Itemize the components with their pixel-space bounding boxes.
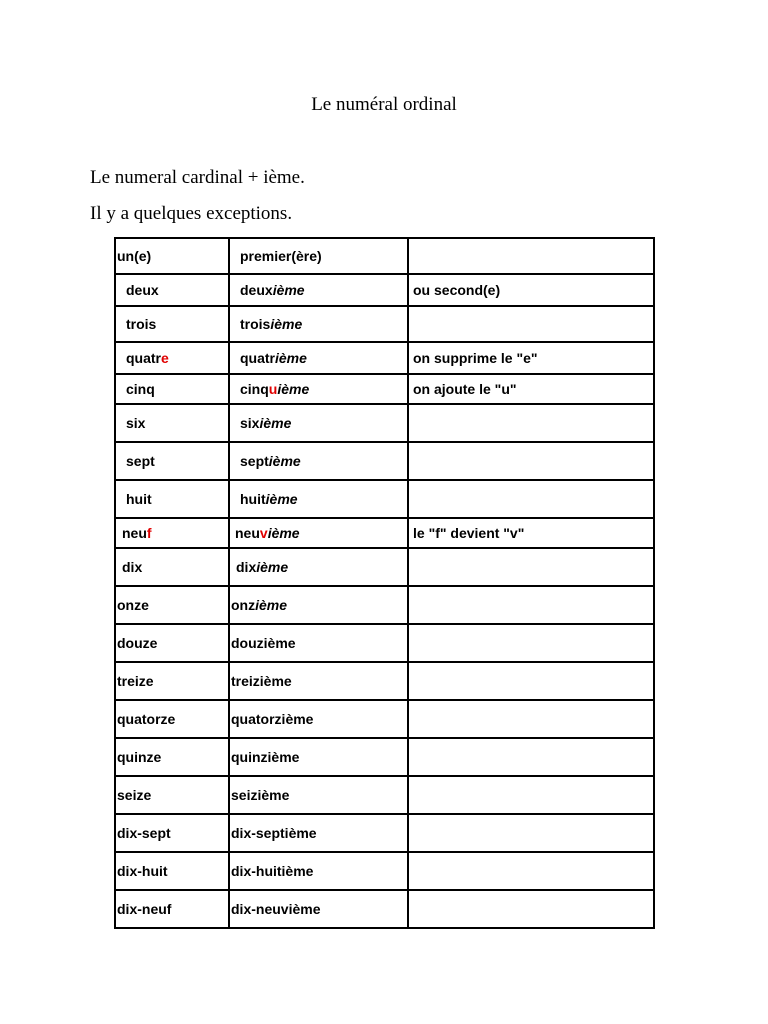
ordinal-cell bbox=[229, 586, 408, 624]
cardinal-text: trois bbox=[126, 316, 157, 332]
ordinal-cell bbox=[229, 442, 408, 480]
ordinal-suffix: ième bbox=[256, 559, 289, 575]
cardinal-text: quinze bbox=[117, 749, 162, 765]
table-row bbox=[115, 852, 654, 890]
table-row bbox=[115, 342, 654, 374]
ordinal-suffix: ième bbox=[272, 282, 305, 298]
cardinal-text: deux bbox=[126, 282, 159, 298]
intro-line-1: Le numeral cardinal + ième. bbox=[90, 167, 305, 188]
cardinal-cell bbox=[115, 814, 229, 852]
note-cell bbox=[408, 306, 654, 342]
ordinal-stem: sept bbox=[240, 453, 269, 469]
cardinal-text: dix-sept bbox=[117, 825, 171, 841]
table-row bbox=[115, 238, 654, 274]
ordinal-suffix: ième bbox=[277, 381, 310, 397]
cardinal-text: onze bbox=[117, 597, 149, 613]
note-cell bbox=[408, 404, 654, 442]
cardinal-cell bbox=[115, 624, 229, 662]
note-cell bbox=[408, 274, 654, 306]
note-text: ou second(e) bbox=[413, 282, 501, 298]
table-row bbox=[115, 738, 654, 776]
ordinal-text: quinzième bbox=[231, 749, 300, 765]
note-cell bbox=[408, 238, 654, 274]
table-row bbox=[115, 624, 654, 662]
ordinal-cell bbox=[229, 548, 408, 586]
table-row bbox=[115, 374, 654, 404]
table-row bbox=[115, 480, 654, 518]
ordinal-cell bbox=[229, 518, 408, 548]
note-cell bbox=[408, 776, 654, 814]
note-cell bbox=[408, 700, 654, 738]
page-title: Le numéral ordinal bbox=[311, 94, 457, 115]
ordinal-table bbox=[114, 237, 655, 929]
ordinal-suffix: ième bbox=[255, 597, 288, 613]
ordinal-stem: cinq bbox=[240, 381, 269, 397]
cardinal-cell bbox=[115, 306, 229, 342]
ordinal-cell bbox=[229, 374, 408, 404]
cardinal-mark: f bbox=[146, 525, 152, 541]
note-cell bbox=[408, 442, 654, 480]
table-row bbox=[115, 518, 654, 548]
cardinal-cell bbox=[115, 890, 229, 928]
table-row bbox=[115, 586, 654, 624]
ordinal-text: dix-huitième bbox=[231, 863, 314, 879]
cardinal-cell bbox=[115, 776, 229, 814]
cardinal-cell bbox=[115, 518, 229, 548]
ordinal-cell bbox=[229, 738, 408, 776]
ordinal-cell bbox=[229, 700, 408, 738]
note-cell bbox=[408, 548, 654, 586]
cardinal-cell bbox=[115, 274, 229, 306]
cardinal-cell bbox=[115, 342, 229, 374]
ordinal-text: premier(ère) bbox=[240, 248, 322, 264]
ordinal-stem: onz bbox=[231, 597, 256, 613]
cardinal-text: dix-neuf bbox=[117, 901, 172, 917]
table-row bbox=[115, 662, 654, 700]
table-row bbox=[115, 442, 654, 480]
ordinal-text: seizième bbox=[231, 787, 290, 803]
cardinal-text: dix bbox=[122, 559, 143, 575]
ordinal-text: dix-neuvième bbox=[231, 901, 321, 917]
ordinal-suffix: ième bbox=[267, 525, 300, 541]
note-cell bbox=[408, 342, 654, 374]
cardinal-cell bbox=[115, 738, 229, 776]
ordinal-cell bbox=[229, 274, 408, 306]
ordinal-cell bbox=[229, 662, 408, 700]
ordinal-stem: quatr bbox=[240, 350, 275, 366]
cardinal-text: seize bbox=[117, 787, 152, 803]
table-row bbox=[115, 404, 654, 442]
note-cell bbox=[408, 852, 654, 890]
ordinal-cell bbox=[229, 852, 408, 890]
note-cell bbox=[408, 586, 654, 624]
cardinal-mark: e bbox=[161, 350, 169, 366]
note-cell bbox=[408, 374, 654, 404]
cardinal-text: dix-huit bbox=[117, 863, 168, 879]
ordinal-cell bbox=[229, 480, 408, 518]
cardinal-text: douze bbox=[117, 635, 158, 651]
table-row bbox=[115, 700, 654, 738]
ordinal-stem: trois bbox=[240, 316, 271, 332]
note-cell bbox=[408, 890, 654, 928]
cardinal-text: huit bbox=[126, 491, 152, 507]
ordinal-stem: huit bbox=[240, 491, 266, 507]
cardinal-text: treize bbox=[117, 673, 154, 689]
note-text: on supprime le "e" bbox=[413, 350, 538, 366]
note-cell bbox=[408, 814, 654, 852]
ordinal-cell bbox=[229, 890, 408, 928]
ordinal-cell bbox=[229, 776, 408, 814]
cardinal-cell bbox=[115, 238, 229, 274]
ordinal-suffix: ième bbox=[270, 316, 303, 332]
cardinal-cell bbox=[115, 586, 229, 624]
note-cell bbox=[408, 738, 654, 776]
ordinal-stem: deux bbox=[240, 282, 273, 298]
ordinal-cell bbox=[229, 814, 408, 852]
ordinal-suffix: ième bbox=[265, 491, 298, 507]
note-cell bbox=[408, 624, 654, 662]
cardinal-text: quatorze bbox=[117, 711, 176, 727]
cardinal-text: cinq bbox=[126, 381, 155, 397]
ordinal-stem: neu bbox=[235, 525, 260, 541]
ordinal-cell bbox=[229, 624, 408, 662]
cardinal-stem: neu bbox=[122, 525, 147, 541]
note-text: on ajoute le "u" bbox=[413, 381, 517, 397]
cardinal-text: six bbox=[126, 415, 146, 431]
cardinal-cell bbox=[115, 480, 229, 518]
table-row bbox=[115, 548, 654, 586]
ordinal-mark: u bbox=[268, 381, 278, 397]
ordinal-cell bbox=[229, 404, 408, 442]
table-row bbox=[115, 306, 654, 342]
ordinal-text: dix-septième bbox=[231, 825, 317, 841]
note-cell bbox=[408, 518, 654, 548]
ordinal-stem: dix bbox=[236, 559, 257, 575]
note-cell bbox=[408, 662, 654, 700]
ordinal-cell bbox=[229, 342, 408, 374]
ordinal-text: quatorzième bbox=[231, 711, 314, 727]
cardinal-cell bbox=[115, 548, 229, 586]
ordinal-suffix: ième bbox=[275, 350, 307, 366]
ordinal-cell bbox=[229, 238, 408, 274]
note-cell bbox=[408, 480, 654, 518]
table-row bbox=[115, 274, 654, 306]
ordinal-mark: v bbox=[259, 525, 268, 541]
cardinal-text: sept bbox=[126, 453, 155, 469]
cardinal-cell bbox=[115, 852, 229, 890]
cardinal-stem: quatr bbox=[126, 350, 161, 366]
table-row bbox=[115, 776, 654, 814]
cardinal-cell bbox=[115, 662, 229, 700]
note-text: le "f" devient "v" bbox=[413, 525, 525, 541]
ordinal-cell bbox=[229, 306, 408, 342]
ordinal-stem: six bbox=[240, 415, 260, 431]
intro-line-2: Il y a quelques exceptions. bbox=[90, 203, 293, 224]
ordinal-text: douzième bbox=[231, 635, 296, 651]
cardinal-cell bbox=[115, 404, 229, 442]
ordinal-text: treizième bbox=[231, 673, 292, 689]
table-row bbox=[115, 814, 654, 852]
ordinal-suffix: ième bbox=[259, 415, 292, 431]
table-row bbox=[115, 890, 654, 928]
cardinal-cell bbox=[115, 374, 229, 404]
cardinal-cell bbox=[115, 700, 229, 738]
cardinal-text: un(e) bbox=[117, 248, 152, 264]
ordinal-suffix: ième bbox=[268, 453, 301, 469]
cardinal-cell bbox=[115, 442, 229, 480]
